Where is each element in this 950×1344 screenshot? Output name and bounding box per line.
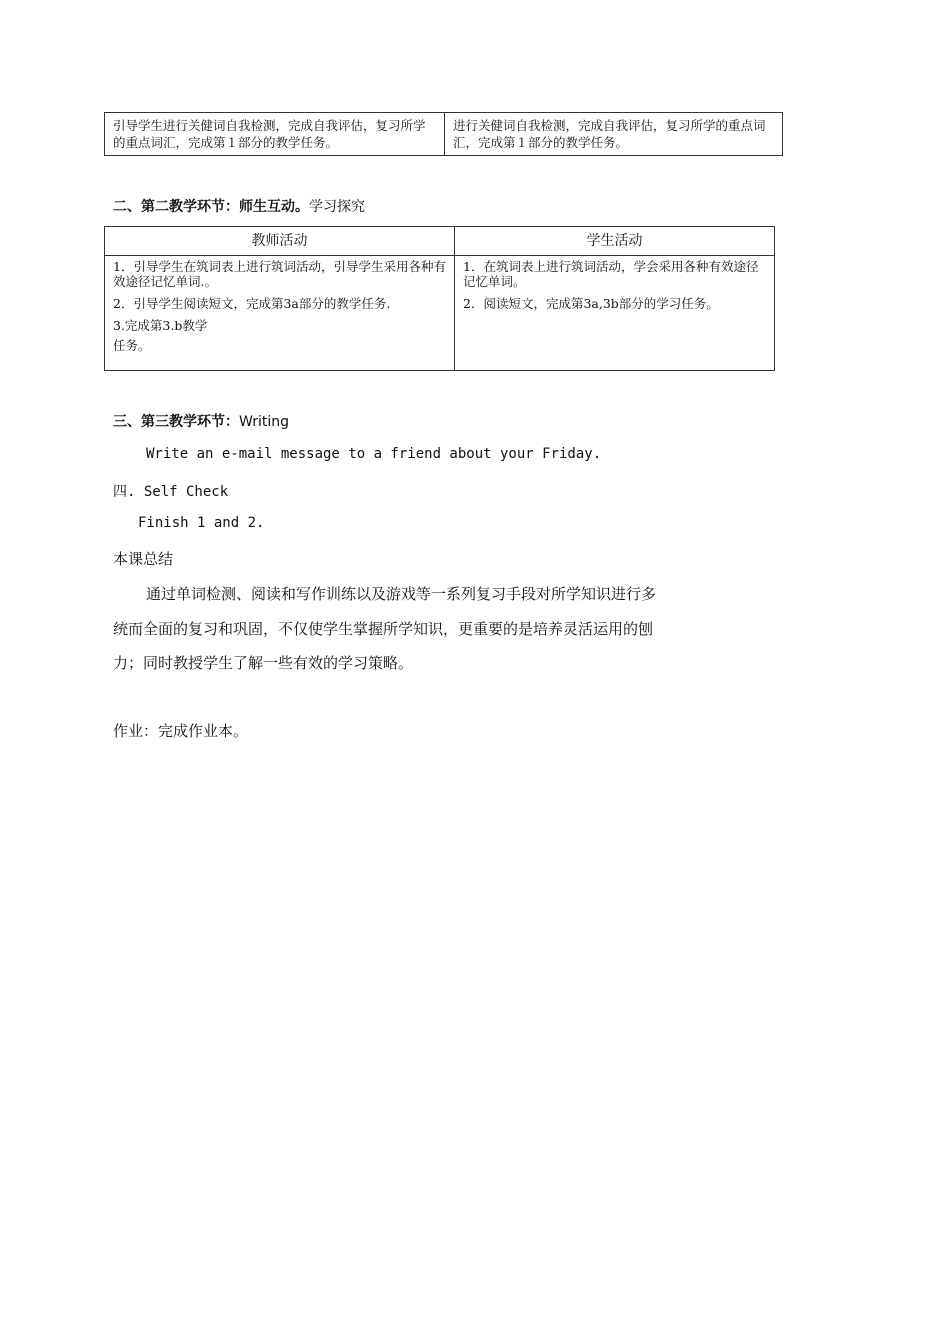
student-activity-cell [455, 256, 775, 371]
teacher-item-3: 3.完成第3.b教学 [113, 318, 208, 333]
review-student-cell [445, 113, 783, 156]
student-item-2: 2．阅读短文，完成第3a,3b部分的学习任务。 [463, 296, 719, 311]
summary-line-3: 力；同时教授学生了解一些有效的学习策略。 [113, 654, 414, 672]
section-three-title-en: Writing [239, 414, 289, 430]
summary-line-1: 通过单词检测、阅读和写作训练以及游戏等一系列复习手段对所学知识进行多 [146, 585, 657, 603]
section-three-title: 三、第三教学环节： [113, 414, 239, 430]
section-four-line: Finish 1 and 2. [138, 515, 265, 531]
section-two-heading [113, 196, 365, 216]
teacher-item-4: 任务。 [113, 338, 151, 353]
teacher-item-2: 2．引导学生阅读短文，完成第3a部分的教学任务. [113, 296, 391, 311]
activity-table [104, 226, 775, 371]
section-four-heading: 四. Self Check [113, 484, 229, 500]
review-student-text: 进行关健词自我检测，完成自我评估，复习所学的重点词汇，完成第１部分的教学任务。 [453, 118, 766, 150]
homework-line: 作业：完成作业本。 [113, 722, 249, 740]
section-three-line: Write an e-mail message to a friend about your Friday. [146, 446, 602, 462]
section-two-title-tail: 学习探究 [309, 199, 365, 215]
section-three-heading [113, 411, 289, 431]
teacher-activity-header: 教师活动 [105, 227, 455, 256]
review-teacher-text: 引导学生进行关健词自我检测，完成自我评估，复习所学的重点词汇，完成第１部分的教学任务。 [113, 118, 426, 150]
review-table [104, 112, 783, 156]
summary-line-2: 统而全面的复习和巩固，不仅使学生掌握所学知识，更重要的是培养灵活运用的刨 [113, 620, 654, 638]
section-two-title: 二、第二教学环节：师生互动。 [113, 199, 309, 215]
student-item-1: 1．在筑词表上进行筑词活动，学会采用各种有效途径记忆单词。 [463, 259, 759, 289]
summary-heading: 本课总结 [113, 550, 174, 568]
teacher-activity-cell [105, 256, 455, 371]
teacher-item-1: 1．引导学生在筑词表上进行筑词活动，引导学生采用各种有效途径记忆单词.。 [113, 259, 446, 289]
review-teacher-cell [105, 113, 445, 156]
student-activity-header: 学生活动 [455, 227, 775, 256]
